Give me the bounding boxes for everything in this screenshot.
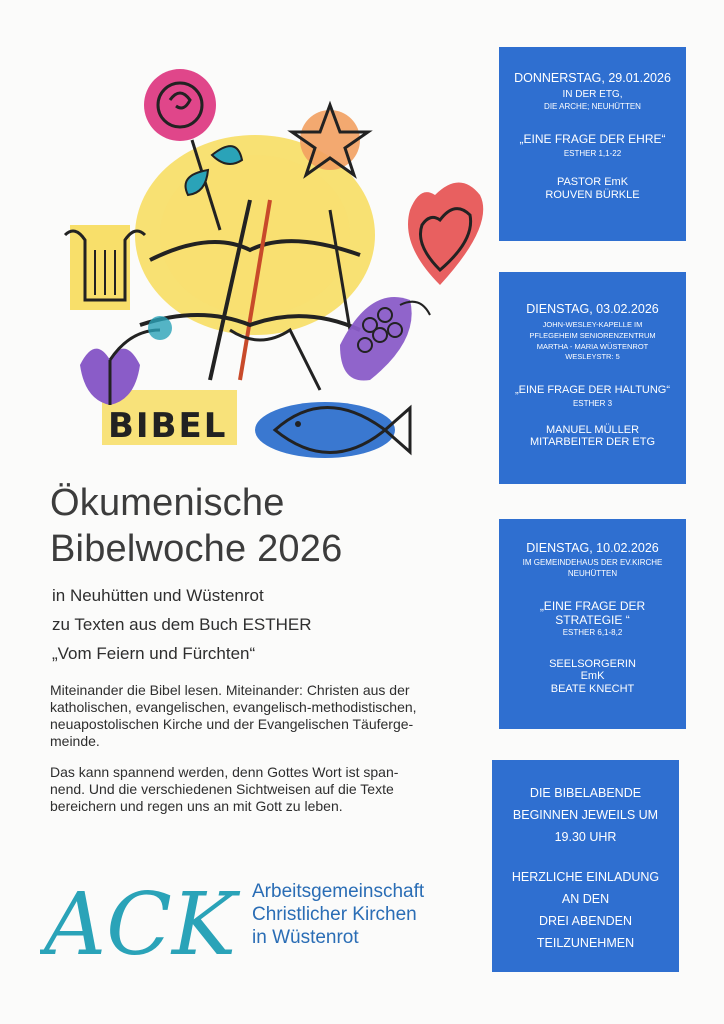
bible-illustration <box>40 60 490 460</box>
event-speaker: BEATE KNECHT <box>550 682 635 695</box>
title-line-2: Bibelwoche 2026 <box>50 528 343 570</box>
event-place: DIE ARCHE; NEUHÜTTEN <box>544 101 641 111</box>
ack-name <box>252 880 472 949</box>
event-date: DIENSTAG, 03.02.2026 <box>526 302 659 316</box>
intro-p2-line: nend. Und die verschiedenen Sichtweisen auf die Texte <box>50 781 394 797</box>
event-ref: ESTHER 1,1-22 <box>563 148 622 158</box>
intro-p1-line: katholischen, evangelischen, evangelisch-methodistischen, <box>50 699 417 715</box>
event-ref: ESTHER 6,1-8,2 <box>562 628 623 638</box>
event-box-1 <box>499 47 686 241</box>
event-place: NEUHÜTTEN <box>567 568 618 578</box>
ack-line-3: in Wüstenrot <box>252 927 359 948</box>
event-speaker: EmK <box>580 670 605 683</box>
ack-letters-text: ACK <box>44 875 237 968</box>
invite-line: BEGINNEN JEWEILS UM <box>512 808 659 822</box>
event-speaker: MANUEL MÜLLER <box>545 423 640 436</box>
intro-paragraph-2 <box>50 764 485 815</box>
subtitle-line-3: „Vom Feiern und Fürchten“ <box>52 644 256 663</box>
event-speaker: ROUVEN BÜRKLE <box>545 188 640 201</box>
event-place: MARTHA - MARIA WÜSTENROT <box>536 341 649 351</box>
sun-icon <box>102 135 375 445</box>
invite-line: TEILZUNEHMEN <box>536 936 635 950</box>
lyre-icon <box>65 225 145 310</box>
event-speaker: PASTOR EmK <box>556 176 629 189</box>
invite-line: HERZLICHE EINLADUNG <box>511 870 660 884</box>
ack-logo <box>40 868 470 968</box>
event-place: IM GEMEINDEHAUS DER EV.KIRCHE <box>522 558 663 568</box>
invite-box <box>492 760 679 972</box>
intro-p1-line: Miteinander die Bibel lesen. Miteinander: Christen aus der <box>50 682 410 698</box>
intro-p2-line: Das kann spannend werden, denn Gottes Wort ist span- <box>50 764 399 780</box>
subtitle-line-2: zu Texten aus dem Buch ESTHER <box>52 615 312 634</box>
page-title <box>50 480 470 572</box>
event-box-2 <box>499 272 686 484</box>
ack-line-1: Arbeitsgemeinschaft <box>252 881 425 902</box>
event-place: JOHN-WESLEY-KAPELLE IM <box>542 320 643 330</box>
event-theme: „EINE FRAGE DER EHRE“ <box>519 132 666 147</box>
event-theme: STRATEGIE “ <box>555 612 630 627</box>
subtitle-line-1: in Neuhütten und Wüstenrot <box>52 586 264 605</box>
event-place: WESLEYSTR: 5 <box>565 352 620 362</box>
intro-p2-line: bereichern und regen uns an mit Gott zu leben. <box>50 798 343 814</box>
intro-p1-line: meinde. <box>50 733 100 749</box>
fish-icon <box>255 402 410 458</box>
invite-line: AN DEN <box>561 892 610 906</box>
event-theme: „EINE FRAGE DER HALTUNG“ <box>514 383 671 396</box>
title-line-1: Ökumenische <box>50 482 285 524</box>
ack-line-2: Christlicher Kirchen <box>252 904 417 925</box>
event-place: PFLEGEHEIM SENIORENZENTRUM <box>529 331 656 340</box>
ack-letters <box>40 868 250 968</box>
intro-paragraph-1 <box>50 682 485 750</box>
heart-icon <box>408 183 483 286</box>
event-box-3 <box>499 519 686 729</box>
event-speaker: SEELSORGERIN <box>549 657 636 670</box>
invite-line: DIE BIBELABENDE <box>529 786 642 800</box>
bibel-word: BIBEL <box>108 406 228 446</box>
event-date: DIENSTAG, 10.02.2026 <box>526 541 659 555</box>
event-ref: ESTHER 3 <box>572 398 613 408</box>
intro-p1-line: neuapostolischen Kirche und der Evangelischen Täuferge- <box>50 716 414 732</box>
subtitle <box>52 586 482 664</box>
invite-line: DREI ABENDEN <box>538 914 633 928</box>
event-place: IN DER ETG, <box>562 89 623 101</box>
event-theme: „EINE FRAGE DER <box>539 598 646 613</box>
grapes-icon <box>340 297 430 381</box>
event-date: DONNERSTAG, 29.01.2026 <box>514 71 671 85</box>
invite-line: 19.30 UHR <box>554 830 617 844</box>
event-speaker: MITARBEITER DER ETG <box>529 436 656 449</box>
